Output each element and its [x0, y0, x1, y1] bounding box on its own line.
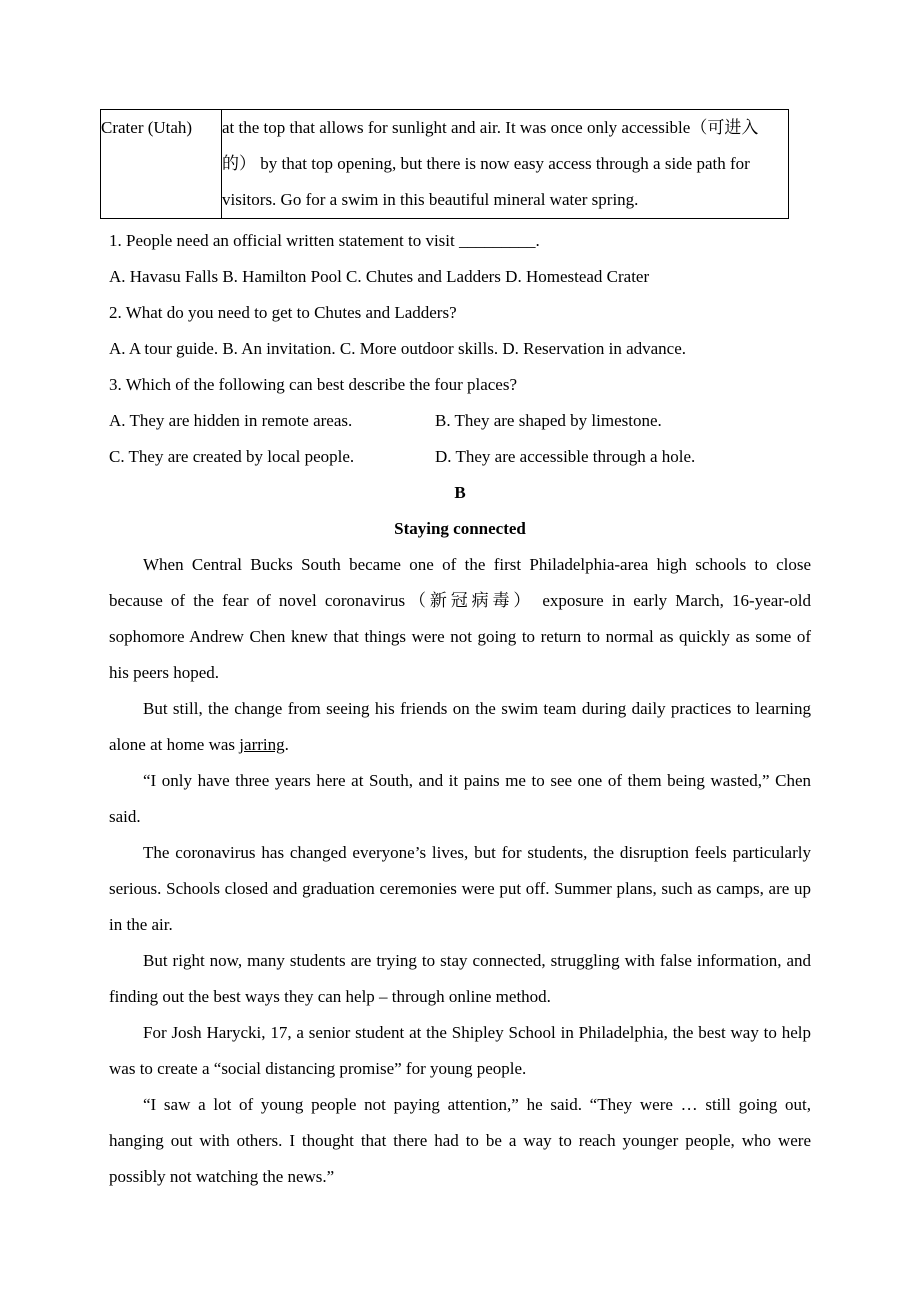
- place-description-cell: at the top that allows for sunlight and air. It was once only accessible（可进入的） by that top opening, but there is now easy access through a side path for visitors. Go for a swim in this beautiful mineral water spring.: [222, 110, 789, 219]
- place-name-cell: Crater (Utah): [101, 110, 222, 219]
- paragraph-2-end: .: [284, 735, 289, 754]
- paragraph-2-text: But still, the change from seeing his friends on the swim team during daily practices to learning alone at home was: [109, 699, 811, 754]
- question-3-options-row-2: [109, 439, 811, 475]
- question-3-stem: 3. Which of the following can best describe the four places?: [109, 375, 518, 394]
- passage-paragraph-3: “I only have three years here at South, and it pains me to see one of them being wasted,” Chen said.: [109, 771, 811, 826]
- passage-paragraph-1: When Central Bucks South became one of the first Philadelphia-area high schools to close because of the fear of novel coronavirus（新冠病毒） exposure in early March, 16-year-old sophomore Andrew Chen knew that things were not going to return to normal as quickly as some of his peers hoped.: [109, 555, 811, 682]
- passage-paragraph-5: But right now, many students are trying to stay connected, struggling with false information, and finding out the best ways they can help – through online method.: [109, 951, 811, 1006]
- table-row: [101, 110, 789, 219]
- passage-paragraph-2: [109, 691, 811, 763]
- question-3-option-a: A. They are hidden in remote areas.: [109, 411, 353, 430]
- question-1-stem: 1. People need an official written statement to visit _________.: [109, 231, 540, 250]
- question-3-option-d: D. They are accessible through a hole.: [435, 447, 696, 466]
- passage-paragraph-6: For Josh Harycki, 17, a senior student at the Shipley School in Philadelphia, the best way to help was to create a “social distancing promise” for young people.: [109, 1023, 811, 1078]
- question-3-option-c: C. They are created by local people.: [109, 447, 355, 466]
- section-title: Staying connected: [394, 519, 526, 538]
- question-3-options-row-1: [109, 403, 811, 439]
- places-table: [100, 109, 789, 219]
- passage-paragraph-4: The coronavirus has changed everyone’s lives, but for students, the disruption feels particularly serious. Schools closed and graduation ceremonies were put off. Summer plans, such as camps, are up in the air.: [109, 843, 811, 934]
- question-2-stem: 2. What do you need to get to Chutes and Ladders?: [109, 303, 457, 322]
- question-2-options: A. A tour guide. B. An invitation. C. More outdoor skills. D. Reservation in advance.: [109, 339, 686, 358]
- question-1-options: A. Havasu Falls B. Hamilton Pool C. Chutes and Ladders D. Homestead Crater: [109, 267, 650, 286]
- question-3-option-b: B. They are shaped by limestone.: [435, 411, 662, 430]
- document-body: [109, 223, 811, 1195]
- section-letter: B: [454, 483, 466, 502]
- passage-paragraph-7: “I saw a lot of young people not paying attention,” he said. “They were … still going out, hanging out with others. I thought that there had to be a way to reach younger people, who were possibly not watching the news.”: [109, 1095, 811, 1186]
- underlined-word: jarring: [239, 735, 285, 754]
